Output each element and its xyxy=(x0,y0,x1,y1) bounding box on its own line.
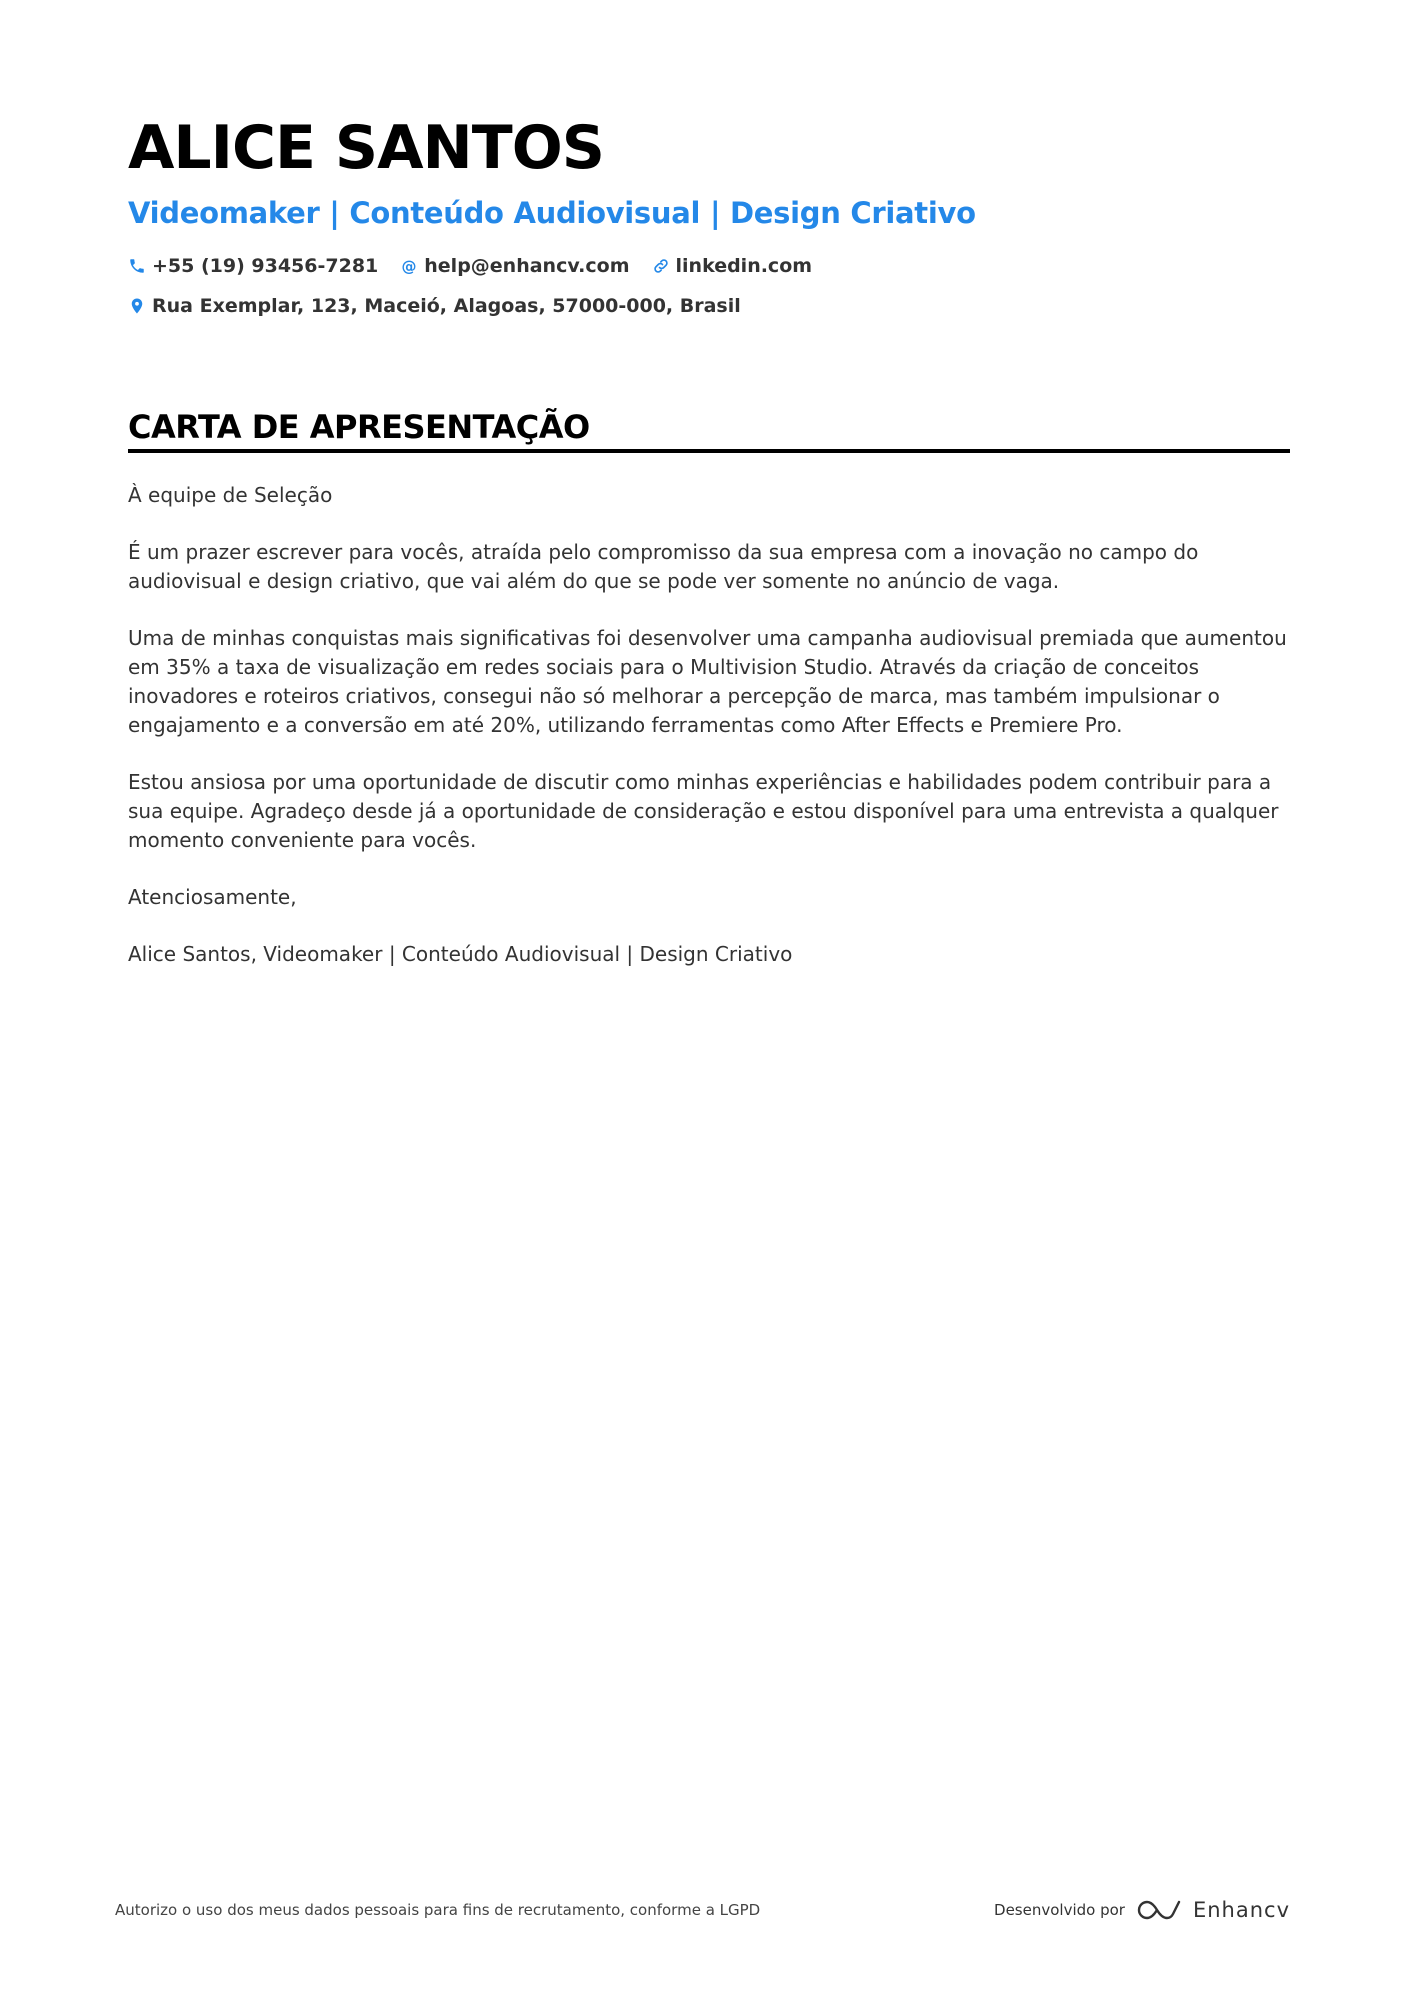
contact-row xyxy=(128,246,1290,286)
address-text: Rua Exemplar, 123, Maceió, Alagoas, 57000-000, Brasil xyxy=(152,295,741,317)
phone-contact xyxy=(128,255,378,277)
link-icon xyxy=(652,257,670,275)
candidate-name: ALICE SANTOS xyxy=(128,113,604,183)
address-row xyxy=(128,286,1290,326)
enhancv-logo-icon xyxy=(1137,1897,1183,1923)
candidate-headline: Videomaker | Conteúdo Audiovisual | Design Criativo xyxy=(128,196,976,230)
brand-name: Enhancv xyxy=(1192,1898,1290,1922)
phone-text: +55 (19) 93456-7281 xyxy=(152,255,379,277)
letter-paragraph: Uma de minhas conquistas mais significativas foi desenvolver uma campanha audiovisual premiada que aumentou em 35% a taxa de visualização em redes sociais para o Multivision Studio. Através da criação de conceitos inovadores e roteiros criativos, consegui não só melhorar a percepção de marca, mas também impulsionar o engajamento e a conversão em até 20%, utilizando ferramentas como After Effects e Premiere Pro. xyxy=(128,626,1287,737)
link-contact[interactable] xyxy=(652,255,813,277)
svg-text:@: @ xyxy=(401,257,417,275)
location-pin-icon xyxy=(128,297,146,315)
section-title: CARTA DE APRESENTAÇÃO xyxy=(128,408,590,446)
letter-closing: Atenciosamente, xyxy=(128,885,297,909)
email-text[interactable]: help@enhancv.com xyxy=(424,255,630,277)
letter-paragraph: Estou ansiosa por uma oportunidade de discutir como minhas experiências e habilidades podem contribuir para a sua equipe. Agradeço desde já a oportunidade de consideração e estou disponível para uma entrevista a qualquer momento conveniente para vocês. xyxy=(128,770,1279,852)
letter-greeting: À equipe de Seleção xyxy=(128,483,333,507)
header xyxy=(128,108,1290,326)
section-divider xyxy=(128,449,1290,453)
footer xyxy=(115,1890,1290,1930)
powered-by-label: Desenvolvido por xyxy=(994,1901,1125,1919)
email-contact[interactable] xyxy=(400,255,629,277)
at-icon xyxy=(400,257,418,275)
phone-icon xyxy=(128,257,146,275)
cover-letter-section xyxy=(128,405,1290,997)
powered-by[interactable] xyxy=(994,1897,1290,1923)
consent-text: Autorizo o uso dos meus dados pessoais para fins de recrutamento, conforme a LGPD xyxy=(115,1901,761,1919)
letter-paragraph: É um prazer escrever para vocês, atraída pelo compromisso da sua empresa com a inovação no campo do audiovisual e design criativo, que vai além do que se pode ver somente no anúncio de vaga. xyxy=(128,540,1199,593)
contact-info xyxy=(128,246,1290,326)
letter-body xyxy=(128,481,1290,969)
address-contact xyxy=(128,295,741,317)
letter-signature: Alice Santos, Videomaker | Conteúdo Audiovisual | Design Criativo xyxy=(128,942,793,966)
link-text[interactable]: linkedin.com xyxy=(675,255,813,277)
